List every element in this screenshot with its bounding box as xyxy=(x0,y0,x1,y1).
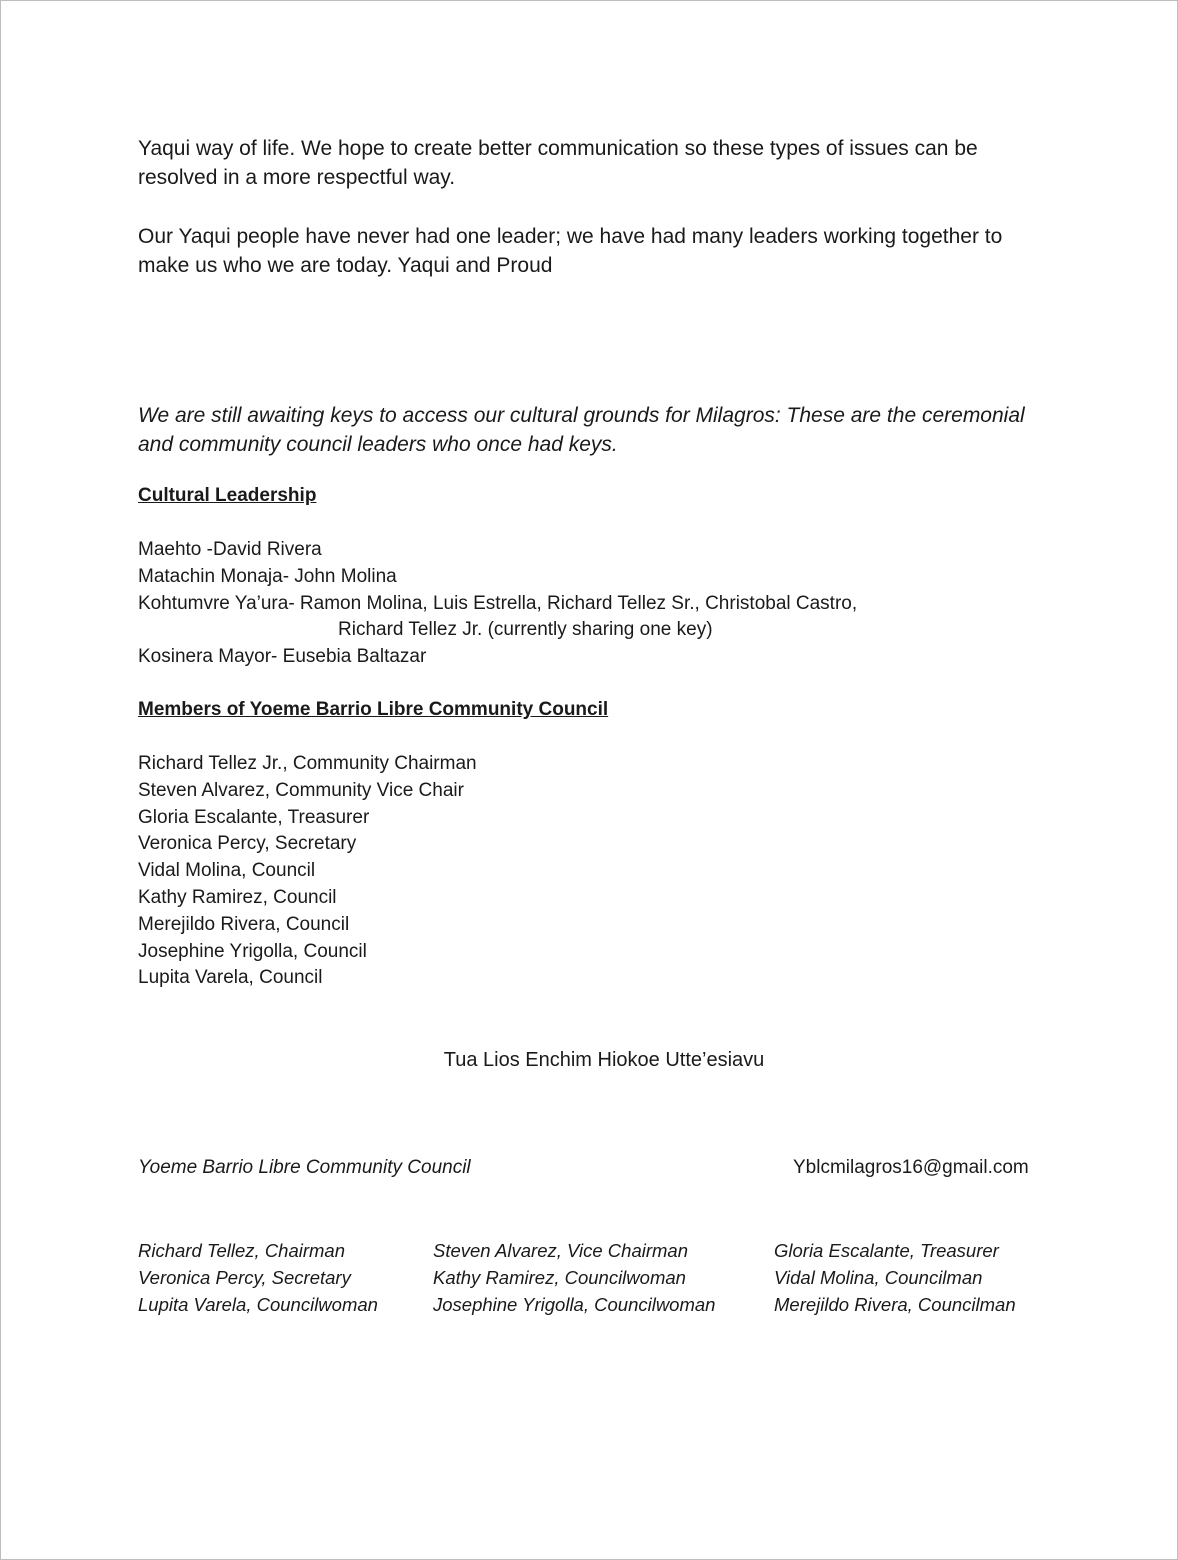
signatories-column-2 xyxy=(433,1238,715,1318)
text-line: make us who we are today. Yaqui and Proud xyxy=(138,254,553,277)
cultural-leadership-heading: Cultural Leadership xyxy=(138,485,317,506)
list-item: Maehto -David Rivera xyxy=(138,539,322,560)
keys-notice xyxy=(138,401,1078,459)
contact-email: Yblcmilagros16@gmail.com xyxy=(793,1157,1029,1178)
council-members-heading: Members of Yoeme Barrio Libre Community Council xyxy=(138,699,609,720)
list-item: Kohtumvre Ya’ura- Ramon Molina, Luis Estrella, Richard Tellez Sr., Christobal Castro, xyxy=(138,592,858,614)
list-item: Gloria Escalante, Treasurer xyxy=(138,806,370,828)
text-line: resolved in a more respectful way. xyxy=(138,166,456,189)
signatory: Vidal Molina, Councilman xyxy=(774,1266,983,1288)
signatory: Kathy Ramirez, Councilwoman xyxy=(433,1266,686,1288)
leaders-paragraph xyxy=(138,222,1078,280)
list-item: Kosinera Mayor- Eusebia Baltazar xyxy=(138,646,427,668)
intro-paragraph xyxy=(138,134,1078,192)
signatory: Merejildo Rivera, Councilman xyxy=(774,1293,1016,1315)
list-item: Matachin Monaja- John Molina xyxy=(138,565,397,587)
signatories-column-3 xyxy=(774,1238,1016,1318)
list-item: Richard Tellez Jr. (currently sharing one key) xyxy=(338,619,713,641)
signatory: Veronica Percy, Secretary xyxy=(138,1266,351,1288)
list-item: Kathy Ramirez, Council xyxy=(138,886,337,908)
text-line: Our Yaqui people have never had one leader; we have had many leaders working together to xyxy=(138,225,1003,248)
council-members-list xyxy=(138,751,477,992)
list-item: Josephine Yrigolla, Council xyxy=(138,940,367,962)
signatory: Josephine Yrigolla, Councilwoman xyxy=(433,1293,716,1315)
list-item: Veronica Percy, Secretary xyxy=(138,833,357,855)
list-item: Merejildo Rivera, Council xyxy=(138,913,350,935)
text-line: Yaqui way of life. We hope to create better communication so these types of issues can be xyxy=(138,137,978,160)
text-line: We are still awaiting keys to access our cultural grounds for Milagros: These are the ceremonial xyxy=(138,404,1025,427)
signature-organization: Yoeme Barrio Libre Community Council xyxy=(138,1157,471,1178)
list-item: Vidal Molina, Council xyxy=(138,860,316,882)
signatories-column-1 xyxy=(138,1238,378,1318)
cultural-leadership-list xyxy=(138,537,857,671)
list-item: Steven Alvarez, Community Vice Chair xyxy=(138,779,464,801)
closing-blessing: Tua Lios Enchim Hiokoe Utte’esiavu xyxy=(443,1049,765,1071)
signatory: Steven Alvarez, Vice Chairman xyxy=(433,1240,689,1261)
list-item: Richard Tellez Jr., Community Chairman xyxy=(138,753,477,774)
text-line: and community council leaders who once had keys. xyxy=(138,433,618,456)
signatory: Richard Tellez, Chairman xyxy=(138,1240,346,1261)
list-item: Lupita Varela, Council xyxy=(138,967,323,989)
signatory: Lupita Varela, Councilwoman xyxy=(138,1293,378,1315)
signatory: Gloria Escalante, Treasurer xyxy=(774,1240,999,1261)
